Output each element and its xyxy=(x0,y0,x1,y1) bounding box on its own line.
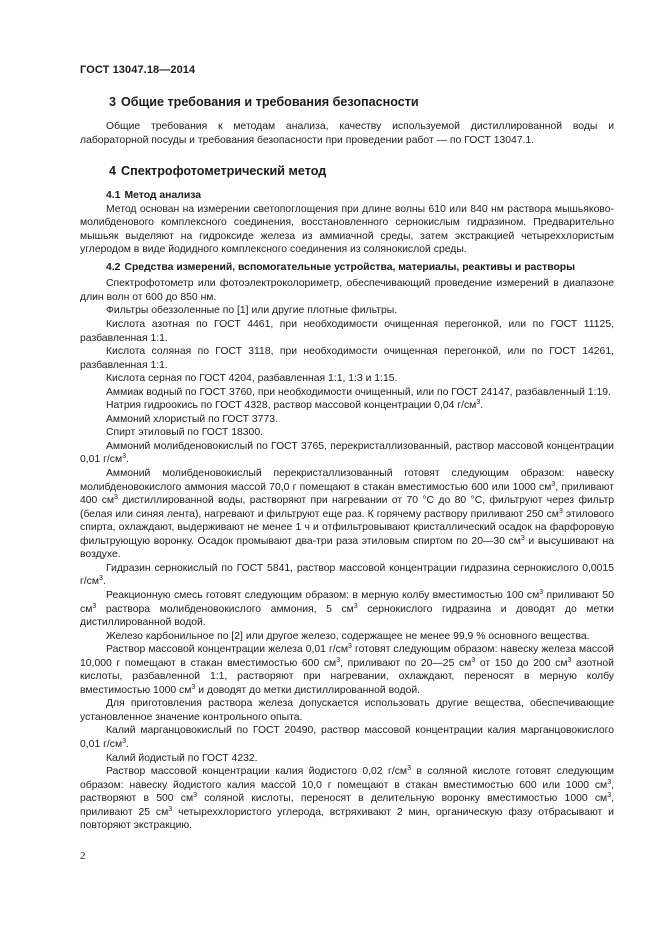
paragraph-hydrazine-sulfate: Гидразин сернокислый по ГОСТ 5841, раствор массовой концентрации гидразина сернокислого 0,0015 $г/см^3$. xyxy=(80,562,614,588)
section-4-title: Спектрофотометрический метод xyxy=(121,164,327,179)
paragraph-potassium-permanganate: Калий марганцовокислый по ГОСТ 20490, раствор массовой концентрации калия марганцовокислого 0,01 $г/см^3$. xyxy=(80,725,614,750)
subsection-4-1-number: 4.1 xyxy=(106,190,121,202)
paragraph-ammonium-molybdate: Аммоний молибденовокислый по ГОСТ 3765, перекристаллизованный, раствор массовой концентрации 0,01 $г/см^3$. xyxy=(80,440,614,466)
subsection-4-1-heading xyxy=(80,189,614,203)
paragraph-reaction-mixture: Реакционную смесь готовят следующим образом: в мерную колбу вместимостью 100 $см^3$ приливают 50 $см^3$ раствора молибденовокислого аммония, 5 $см^3$ сернокислого гидразина и доводят до метки дистиллированной водой. xyxy=(80,588,614,629)
page-content xyxy=(80,94,614,833)
paragraph-spectrophotometer: Спектрофотометр или фотоэлектроколориметр, обеспечивающий проведение измерений в диапазоне длин волн от 600 до 850 нм. xyxy=(80,278,614,303)
subsection-4-2-number: 4.2 xyxy=(106,261,121,273)
paragraph-ethyl-alcohol: Спирт этиловый по ГОСТ 18300. xyxy=(106,427,263,439)
paragraph-ammonium-chloride: Аммоний хлористый по ГОСТ 3773. xyxy=(106,413,278,425)
page-number: 2 xyxy=(80,850,86,862)
paragraph-sodium-hydroxide: Натрия гидроокись по ГОСТ 4328, раствор массовой концентрации 0,04 $г/см^3$. xyxy=(106,399,484,412)
paragraph-hydrochloric-acid: Кислота соляная по ГОСТ 3118, при необходимости очищенная перегонкой, или по ГОСТ 14261, разбавленная 1:1. xyxy=(80,346,614,371)
paragraph-iron-alternatives: Для приготовления раствора железа допускается использовать другие вещества, обеспечивающие установленное значение контрольного опыта. xyxy=(80,698,614,723)
subsection-4-2-heading xyxy=(80,261,614,275)
section-4-number: 4 xyxy=(109,164,117,179)
paragraph-ammonia: Аммиак водный по ГОСТ 3760, при необходимости очищенный, или по ГОСТ 24147, разбавленный 1:19. xyxy=(106,386,611,398)
paragraph-sulfuric-acid: Кислота серная по ГОСТ 4204, разбавленная 1:1, 1:3 и 1:15. xyxy=(106,373,398,385)
section-4-heading xyxy=(80,163,614,179)
section-3-heading xyxy=(80,94,614,110)
paragraph-potassium-iodide: Калий йодистый по ГОСТ 4232. xyxy=(106,752,258,764)
paragraph-iodide-solution: Раствор массовой концентрации калия йодистого 0,02 $г/см^3$ в соляной кислоте готовят следующим образом: навеску йодистого калия массой 10,0 г помещают в стакан вместимостью 600 или 1000 $см^3$, растворяют в 500 $см^3$ соляной кислоты, переносят в делительную воронку вместимостью 1000 $см^3$, приливают 25 $см^3$ четыреххлористого углерода, встряхивают 2 мин, органическую фазу отбрасывают и повторяют экстракцию. xyxy=(80,765,614,832)
subsection-4-2-title: Средства измерений, вспомогательные устройства, материалы, реактивы и растворы xyxy=(124,261,576,273)
subsection-4-1-text: Метод основан на измерении светопоглощения при длине волны 610 или 840 нм раствора мышьяково-молибденового комплексного соединения, восстановленного сернокислым гидразином. Предварительно мышьяк выделяют на гидроксиде железа из аммиачной среды, затем экстракцией четыреххлористым углеродом в виде йодидного комплексного соединения из солянокислой среды. xyxy=(80,203,614,256)
subsection-4-1-title: Метод анализа xyxy=(124,190,202,202)
paragraph-nitric-acid: Кислота азотная по ГОСТ 4461, при необходимости очищенная перегонкой, или по ГОСТ 11125, разбавленная 1:1. xyxy=(80,319,614,344)
section-3-text: Общие требования к методам анализа, качеству используемой дистиллированной воды и лабораторной посуды и требования безопасности при проведении работ — по ГОСТ 13047.1. xyxy=(80,121,614,146)
paragraph-iron-solution: Раствор массовой концентрации железа 0,01 $г/см^3$ готовят следующим образом: навеску железа массой 10,000 г помещают в стакан вместимостью 600 $см^3$, приливают по 20—25 $см^3$ от 150 до 200 $см^3$ азотной кислоты, разбавленной 1:1, растворяют при нагревании, охлаждают, переносят в мерную колбу вместимостью 1000 $см^3$ и доводят до метки дистиллированной водой. xyxy=(80,643,614,696)
paragraph-carbonyl-iron: Железо карбонильное по [2] или другое железо, содержащее не менее 99,9 % основного вещества. xyxy=(106,630,590,642)
paragraph-molybdate-preparation: Аммоний молибденовокислый перекристаллизованный готовят следующим образом: навеску молибденовокислого аммония массой 70,0 г помещают в стакан вместимостью 600 или 1000 $см^3$, приливают 400 $см^3$ дистиллированной воды, растворяют при нагревании от 70 °С до 80 °С, фильтруют через фильтр (белая или синяя лента), нагревают и фильтруют еще раз. К горячему раствору приливают 250 $см^3$ этилового спирта, охлаждают, выдерживают не менее 1 ч и отфильтровывают кристаллический осадок на фарфоровую фильтрующую воронку. Осадок промывают два-три раза этиловым спиртом по 20—30 $см^3$ и высушивают на воздухе. xyxy=(80,468,615,561)
document-code: ГОСТ 13047.18—2014 xyxy=(80,64,196,76)
section-3-number: 3 xyxy=(109,95,117,109)
section-3-title: Общие требования и требования безопасности xyxy=(121,95,419,109)
paragraph-filters: Фильтры обеззоленные по [1] или другие плотные фильтры. xyxy=(106,305,398,317)
